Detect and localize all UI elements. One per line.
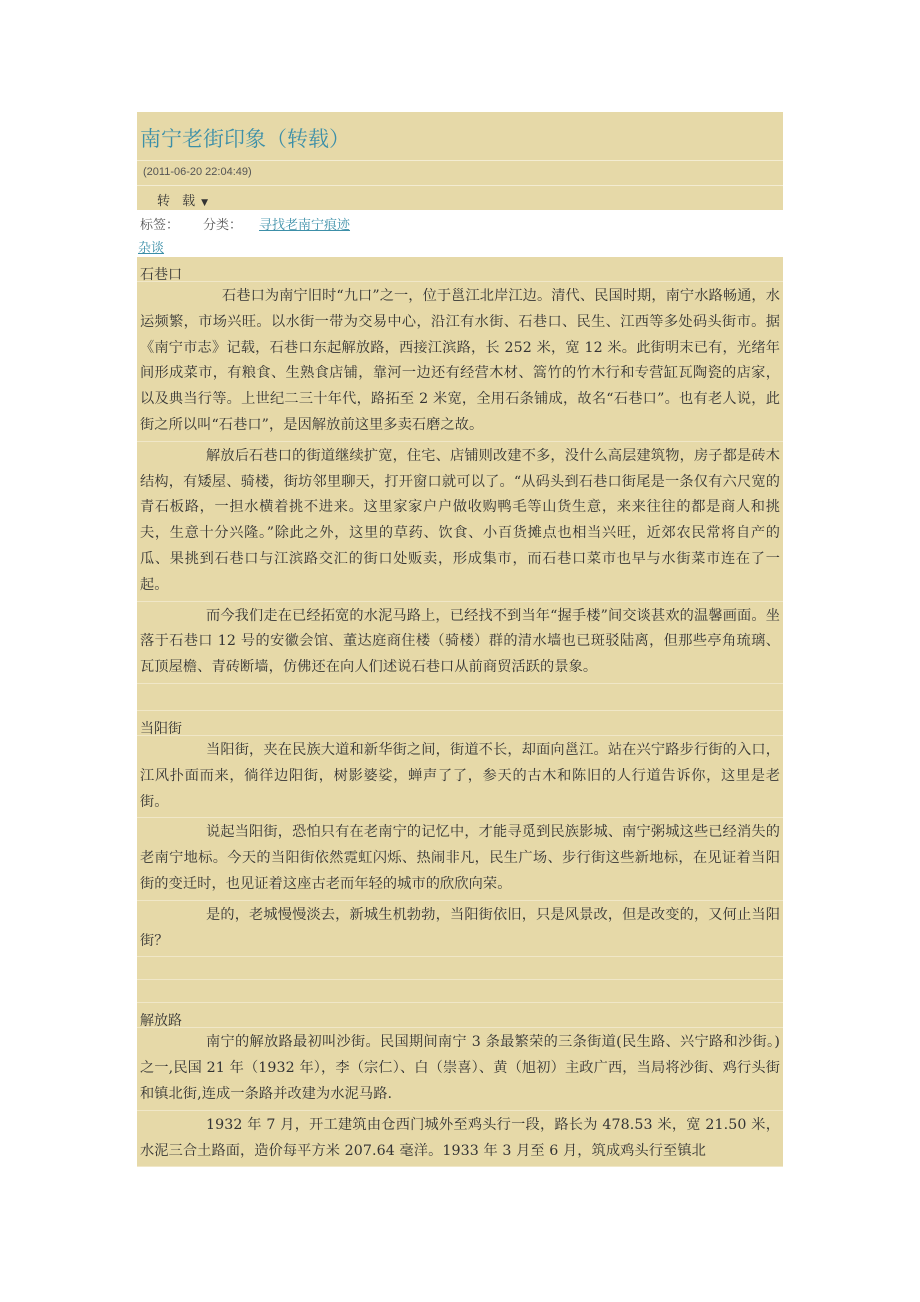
paragraph: 而今我们走在已经拓宽的水泥马路上，已经找不到当年“握手楼”间交谈甚欢的温馨画面。坐落于石巷口 12 号的安徽会馆、董达庭商住楼（骑楼）群的清水墙也已斑驳陆离，但那些亭角琉璃、瓦顶屋檐、青砖断墙，仿佛还在向人们述说石巷口从前商贸活跃的景象。 xyxy=(137,602,783,684)
spacer xyxy=(137,980,783,1003)
section-heading: 解放路 xyxy=(137,1003,783,1028)
misc-link[interactable]: 杂谈 xyxy=(138,241,165,256)
paragraph: 是的，老城慢慢淡去，新城生机勃勃，当阳街依旧，只是风景改，但是改变的，又何止当阳街？ xyxy=(137,901,783,958)
tags-label: 标签： xyxy=(140,218,180,233)
category-label: 分类： xyxy=(203,218,243,233)
repost-bar xyxy=(137,186,783,210)
paragraph: 解放后石巷口的街道继续扩宽，住宅、店铺则改建不多，没什么高层建筑物，房子都是砖木结构，有矮屋、骑楼，街坊邻里聊天，打开窗口就可以了。“从码头到石巷口街尾是一条仅有六尺宽的青石板路，一担水横着挑不进来。这里家家户户做收购鸭毛等山货生意，来来往往的都是商人和挑夫，生意十分兴隆。”除此之外，这里的草药、饮食、小百货摊点也相当兴旺，近郊农民常将自产的瓜、果挑到石巷口与江滨路交汇的街口处贩卖，形成集市，而石巷口菜市也早与水街菜市连在了一起。 xyxy=(137,442,783,602)
misc-row xyxy=(137,235,783,257)
paragraph: 南宁的解放路最初叫沙街。民国期间南宁 3 条最繁荣的三条街道(民生路、兴宁路和沙街。)之一,民国 21 年（1932 年），李（宗仁）、白（崇喜）、黄（旭初）主政广西，当局将沙街、鸡行头街和镇北街,连成一条路并改建为水泥马路. xyxy=(137,1028,783,1110)
category-link[interactable]: 寻找老南宁痕迹 xyxy=(259,218,351,233)
paragraph: 石巷口为南宁旧时“九口”之一，位于邕江北岸江边。清代、民国时期，南宁水路畅通，水运频繁，市场兴旺。以水街一带为交易中心，沿江有水街、石巷口、民生、江西等多处码头街市。据《南宁市志》记载，石巷口东起解放路，西接江滨路，长 252 米，宽 12 米。此街明末已有，光绪年间形成菜市，有粮食、生熟食店铺，靠河一边还有经营木材、篙竹的竹木行和专营缸瓦陶瓷的店家，以及典当行等。上世纪二三十年代，路拓至 2 米宽，全用石条铺成，故名“石巷口”。也有老人说，此街之所以叫“石巷口”，是因解放前这里多卖石磨之故。 xyxy=(137,282,783,442)
article-title: 南宁老街印象（转载） xyxy=(140,127,350,151)
spacer xyxy=(137,684,783,711)
article-page xyxy=(137,112,783,1167)
title-bar xyxy=(137,112,783,161)
article-date: (2011-06-20 22:04:49) xyxy=(143,166,252,178)
spacer xyxy=(137,957,783,980)
meta-row xyxy=(137,210,783,235)
chevron-down-icon: ▼ xyxy=(201,198,213,208)
paragraph: 当阳街，夹在民族大道和新华街之间，街道不长，却面向邕江。站在兴宁路步行街的入口，江风扑面而来，徜徉边阳街，树影婆娑，蝉声了了，参天的古木和陈旧的人行道告诉你，这里是老街。 xyxy=(137,736,783,818)
section-heading: 当阳街 xyxy=(137,711,783,736)
article-body xyxy=(137,257,783,1167)
paragraph: 说起当阳街，恐怕只有在老南宁的记忆中，才能寻觅到民族影城、南宁粥城这些已经消失的老南宁地标。今天的当阳街依然霓虹闪烁、热闹非凡，民生广场、步行街这些新地标，在见证着当阳街的变迁时，也见证着这座古老而年轻的城市的欣欣向荣。 xyxy=(137,818,783,900)
repost-dropdown[interactable] xyxy=(137,186,212,209)
date-bar xyxy=(137,161,783,186)
repost-label: 转 载 xyxy=(157,194,200,209)
paragraph: 1932 年 7 月，开工建筑由仓西门城外至鸡头行一段，路长为 478.53 米，宽 21.50 米，水泥三合土路面，造价每平方米 207.64 毫洋。1933 年 3 月至 6 月，筑成鸡头行至镇北 xyxy=(137,1111,783,1168)
section-heading: 石巷口 xyxy=(137,257,783,282)
